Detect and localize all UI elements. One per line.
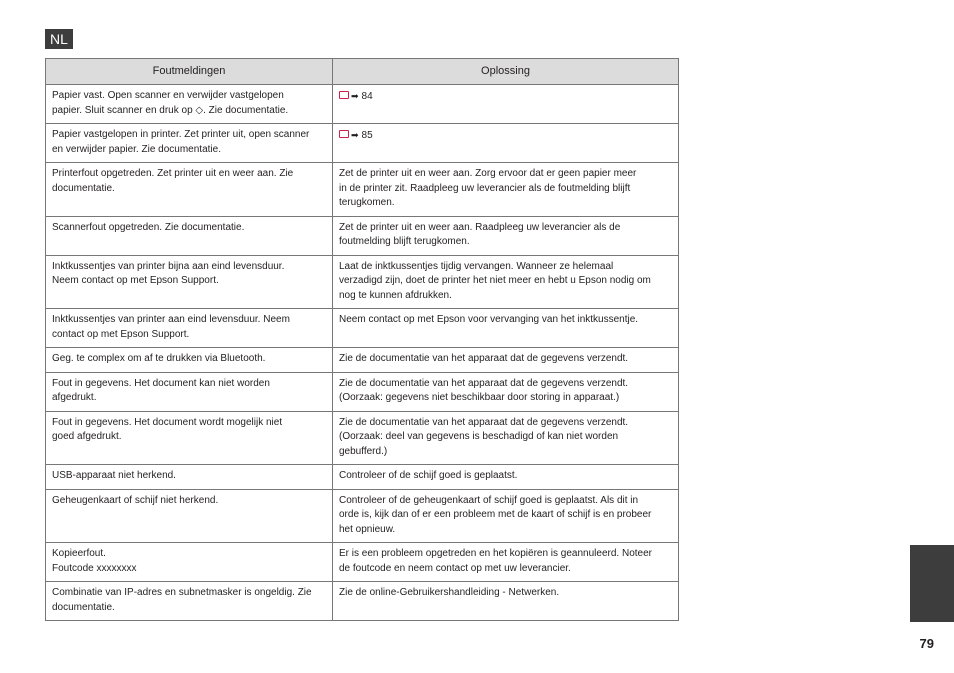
solution-line: Er is een probleem opgetreden en het kopiëren is geannuleerd. Noteer [339,548,652,559]
table-row [46,255,679,309]
table-row [46,411,679,465]
page-reference-number: 85 [361,130,373,141]
solution-line: foutmelding blijft terugkomen. [339,236,470,247]
solution-cell [333,163,679,217]
error-message-line: Fout in gegevens. Het document wordt mogelijk niet [52,416,283,428]
table-row [46,216,679,255]
error-message-cell [46,163,333,217]
error-message-line: Scannerfout opgetreden. Zie documentatie. [52,221,245,233]
error-message-line: Inktkussentjes van printer bijna aan eind levensduur. [52,260,285,272]
error-message-line: Fout in gegevens. Het document kan niet worden [52,377,270,389]
table-row [46,85,679,124]
solution-cell [333,582,679,621]
error-message-line: en verwijder papier. Zie documentatie. [52,143,221,155]
solution-line: verzadigd zijn, doet de printer het niet meer en hebt u Epson nodig om [339,275,651,286]
error-message-line: Geheugenkaart of schijf niet herkend. [52,494,219,506]
table-row [46,465,679,490]
error-message-cell [46,582,333,621]
table-row [46,372,679,411]
table-body [46,85,679,621]
error-message-cell [46,124,333,163]
error-message-line: Neem contact op met Epson Support. [52,275,219,286]
solution-line: Laat de inktkussentjes tijdig vervangen. Wanneer ze helemaal [339,260,614,272]
solution-line: het opnieuw. [339,523,396,535]
error-message-cell [46,543,333,582]
error-message-line: goed afgedrukt. [52,431,122,442]
error-message-line: Kopieerfout. [52,548,106,559]
solution-line: Zie de documentatie van het apparaat dat de gegevens verzendt. [339,353,629,364]
solution-line: (Oorzaak: gegevens niet beschikbaar door storing in apparaat.) [339,392,620,403]
solution-line: Zie de documentatie van het apparaat dat de gegevens verzendt. [339,416,629,428]
table-row [46,348,679,373]
page-reference [339,89,672,105]
column-header-solution: Oplossing [333,59,679,85]
page-reference-number: 84 [361,91,373,102]
solution-cell [333,543,679,582]
table-row [46,163,679,217]
solution-line: nog te kunnen afdrukken. [339,289,452,301]
error-message-line: afgedrukt. [52,392,97,403]
solution-line: Neem contact op met Epson voor vervanging van het inktkussentje. [339,314,639,325]
error-message-line: Papier vast. Open scanner en verwijder vastgelopen [52,90,284,101]
error-message-line: Foutcode xxxxxxxx [52,562,137,574]
error-message-cell [46,411,333,465]
error-message-cell [46,255,333,309]
solution-line: Zet de printer uit en weer aan. Zorg ervoor dat er geen papier meer [339,168,637,179]
solution-cell [333,255,679,309]
table-row [46,309,679,348]
error-messages-table [45,58,679,621]
solution-line: in de printer zit. Raadpleeg uw leverancier als de foutmelding blijft [339,182,631,194]
error-message-line: documentatie. [52,601,115,613]
error-message-cell [46,85,333,124]
table-row [46,582,679,621]
error-message-line: papier. Sluit scanner en druk op ◇. Zie documentatie. [52,104,289,116]
table-header-row [46,59,679,85]
table-row [46,489,679,543]
solution-line: orde is, kijk dan of er een probleem met de kaart of schijf is en probeer [339,509,652,520]
solution-line: de foutcode en neem contact op met uw leverancier. [339,562,571,574]
solution-line: terugkomen. [339,197,395,208]
solution-cell [333,465,679,490]
book-icon [339,130,349,138]
solution-cell [333,216,679,255]
error-message-line: Combinatie van IP-adres en subnetmasker is ongeldig. Zie [52,587,312,598]
solution-cell [333,309,679,348]
error-message-line: contact op met Epson Support. [52,328,190,340]
solution-cell [333,85,679,124]
solution-line: gebufferd.) [339,445,388,457]
language-badge: NL [45,29,73,49]
solution-line: Controleer of de geheugenkaart of schijf goed is geplaatst. Als dit in [339,494,639,506]
page-number: 79 [919,636,934,651]
solution-line: Controleer of de schijf goed is geplaatst. [339,470,518,481]
solution-line: (Oorzaak: deel van gegevens is beschadigd of kan niet worden [339,431,619,442]
solution-line: Zie de documentatie van het apparaat dat de gegevens verzendt. [339,377,629,389]
error-message-line: Inktkussentjes van printer aan eind levensduur. Neem [52,314,290,325]
error-message-cell [46,309,333,348]
error-message-line: Papier vastgelopen in printer. Zet printer uit, open scanner [52,129,310,140]
solution-cell [333,411,679,465]
table-row [46,124,679,163]
error-message-cell [46,216,333,255]
chapter-side-tab [910,545,954,622]
page-reference [339,128,672,144]
arrow-right-icon: ➡ [351,91,359,101]
book-icon [339,91,349,99]
solution-cell [333,124,679,163]
error-message-line: USB-apparaat niet herkend. [52,470,176,481]
error-message-line: Printerfout opgetreden. Zet printer uit en weer aan. Zie [52,168,294,179]
solution-line: Zie de online-Gebruikershandleiding - Netwerken. [339,587,560,598]
solution-cell [333,372,679,411]
solution-cell [333,489,679,543]
arrow-right-icon: ➡ [351,130,359,140]
error-message-cell [46,372,333,411]
error-message-cell [46,465,333,490]
error-message-cell [46,489,333,543]
error-message-cell [46,348,333,373]
error-message-line: documentatie. [52,182,115,194]
error-message-line: Geg. te complex om af te drukken via Bluetooth. [52,353,266,364]
table-row [46,543,679,582]
column-header-messages: Foutmeldingen [46,59,333,85]
solution-line: Zet de printer uit en weer aan. Raadpleeg uw leverancier als de [339,221,621,233]
solution-cell [333,348,679,373]
